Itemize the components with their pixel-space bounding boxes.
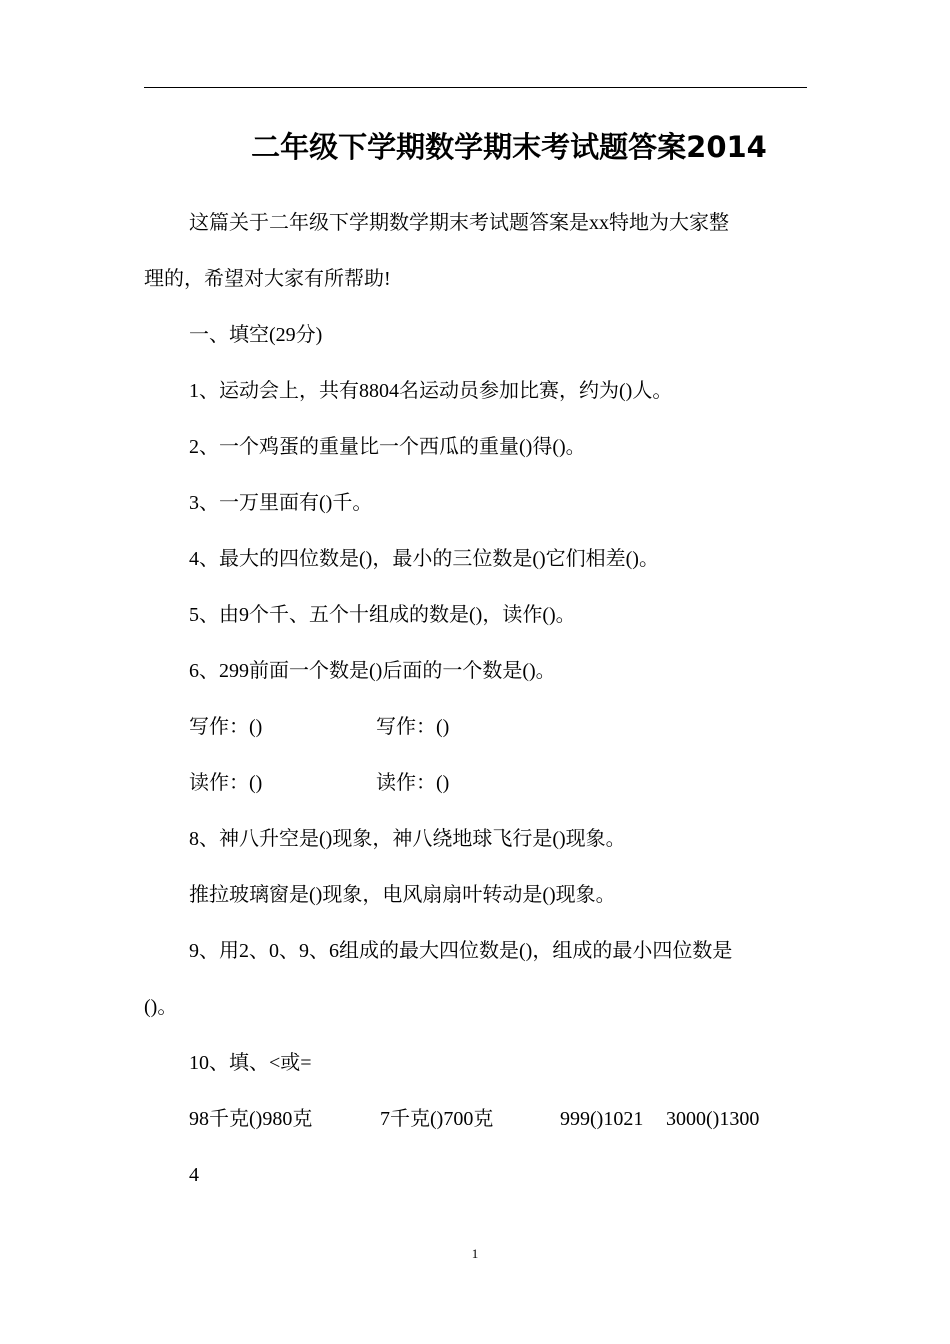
compare-item-3: 999()1021 (560, 1108, 644, 1130)
question-3: 3、一万里面有()千。 (189, 492, 373, 514)
document-title: 二年级下学期数学期末考试题答案2014 (251, 130, 767, 164)
intro-line-1: 这篇关于二年级下学期数学期末考试题答案是xx特地为大家整 (189, 212, 729, 234)
question-10: 10、填、<或= (189, 1052, 312, 1074)
header-rule (144, 87, 807, 88)
compare-item-2: 7千克()700克 (380, 1108, 494, 1130)
compare-item-4: 3000()1300 (666, 1108, 760, 1130)
question-6: 6、299前面一个数是()后面的一个数是()。 (189, 660, 556, 682)
question-4: 4、最大的四位数是()，最小的三位数是()它们相差()。 (189, 548, 659, 570)
read-answer-a: 读作：() (189, 772, 263, 794)
question-5: 5、由9个千、五个十组成的数是()，读作()。 (189, 604, 576, 626)
read-answer-b: 读作：() (376, 772, 450, 794)
question-8-continued: 推拉玻璃窗是()现象，电风扇扇叶转动是()现象。 (189, 884, 616, 906)
intro-line-2: 理的，希望对大家有所帮助! (144, 268, 391, 290)
question-1: 1、运动会上，共有8804名运动员参加比赛，约为()人。 (189, 380, 673, 402)
write-answer-a: 写作：() (189, 716, 263, 738)
compare-item-1: 98千克()980克 (189, 1108, 313, 1130)
question-10-tail: 4 (189, 1164, 199, 1186)
question-8: 8、神八升空是()现象，神八绕地球飞行是()现象。 (189, 828, 626, 850)
question-2: 2、一个鸡蛋的重量比一个西瓜的重量()得()。 (189, 436, 586, 458)
question-9-line-2: ()。 (144, 996, 178, 1018)
write-answer-b: 写作：() (376, 716, 450, 738)
page-number: 1 (471, 1246, 479, 1261)
question-9-line-1: 9、用2、0、9、6组成的最大四位数是()，组成的最小四位数是 (189, 940, 733, 962)
section-heading: 一、填空(29分) (189, 324, 323, 346)
